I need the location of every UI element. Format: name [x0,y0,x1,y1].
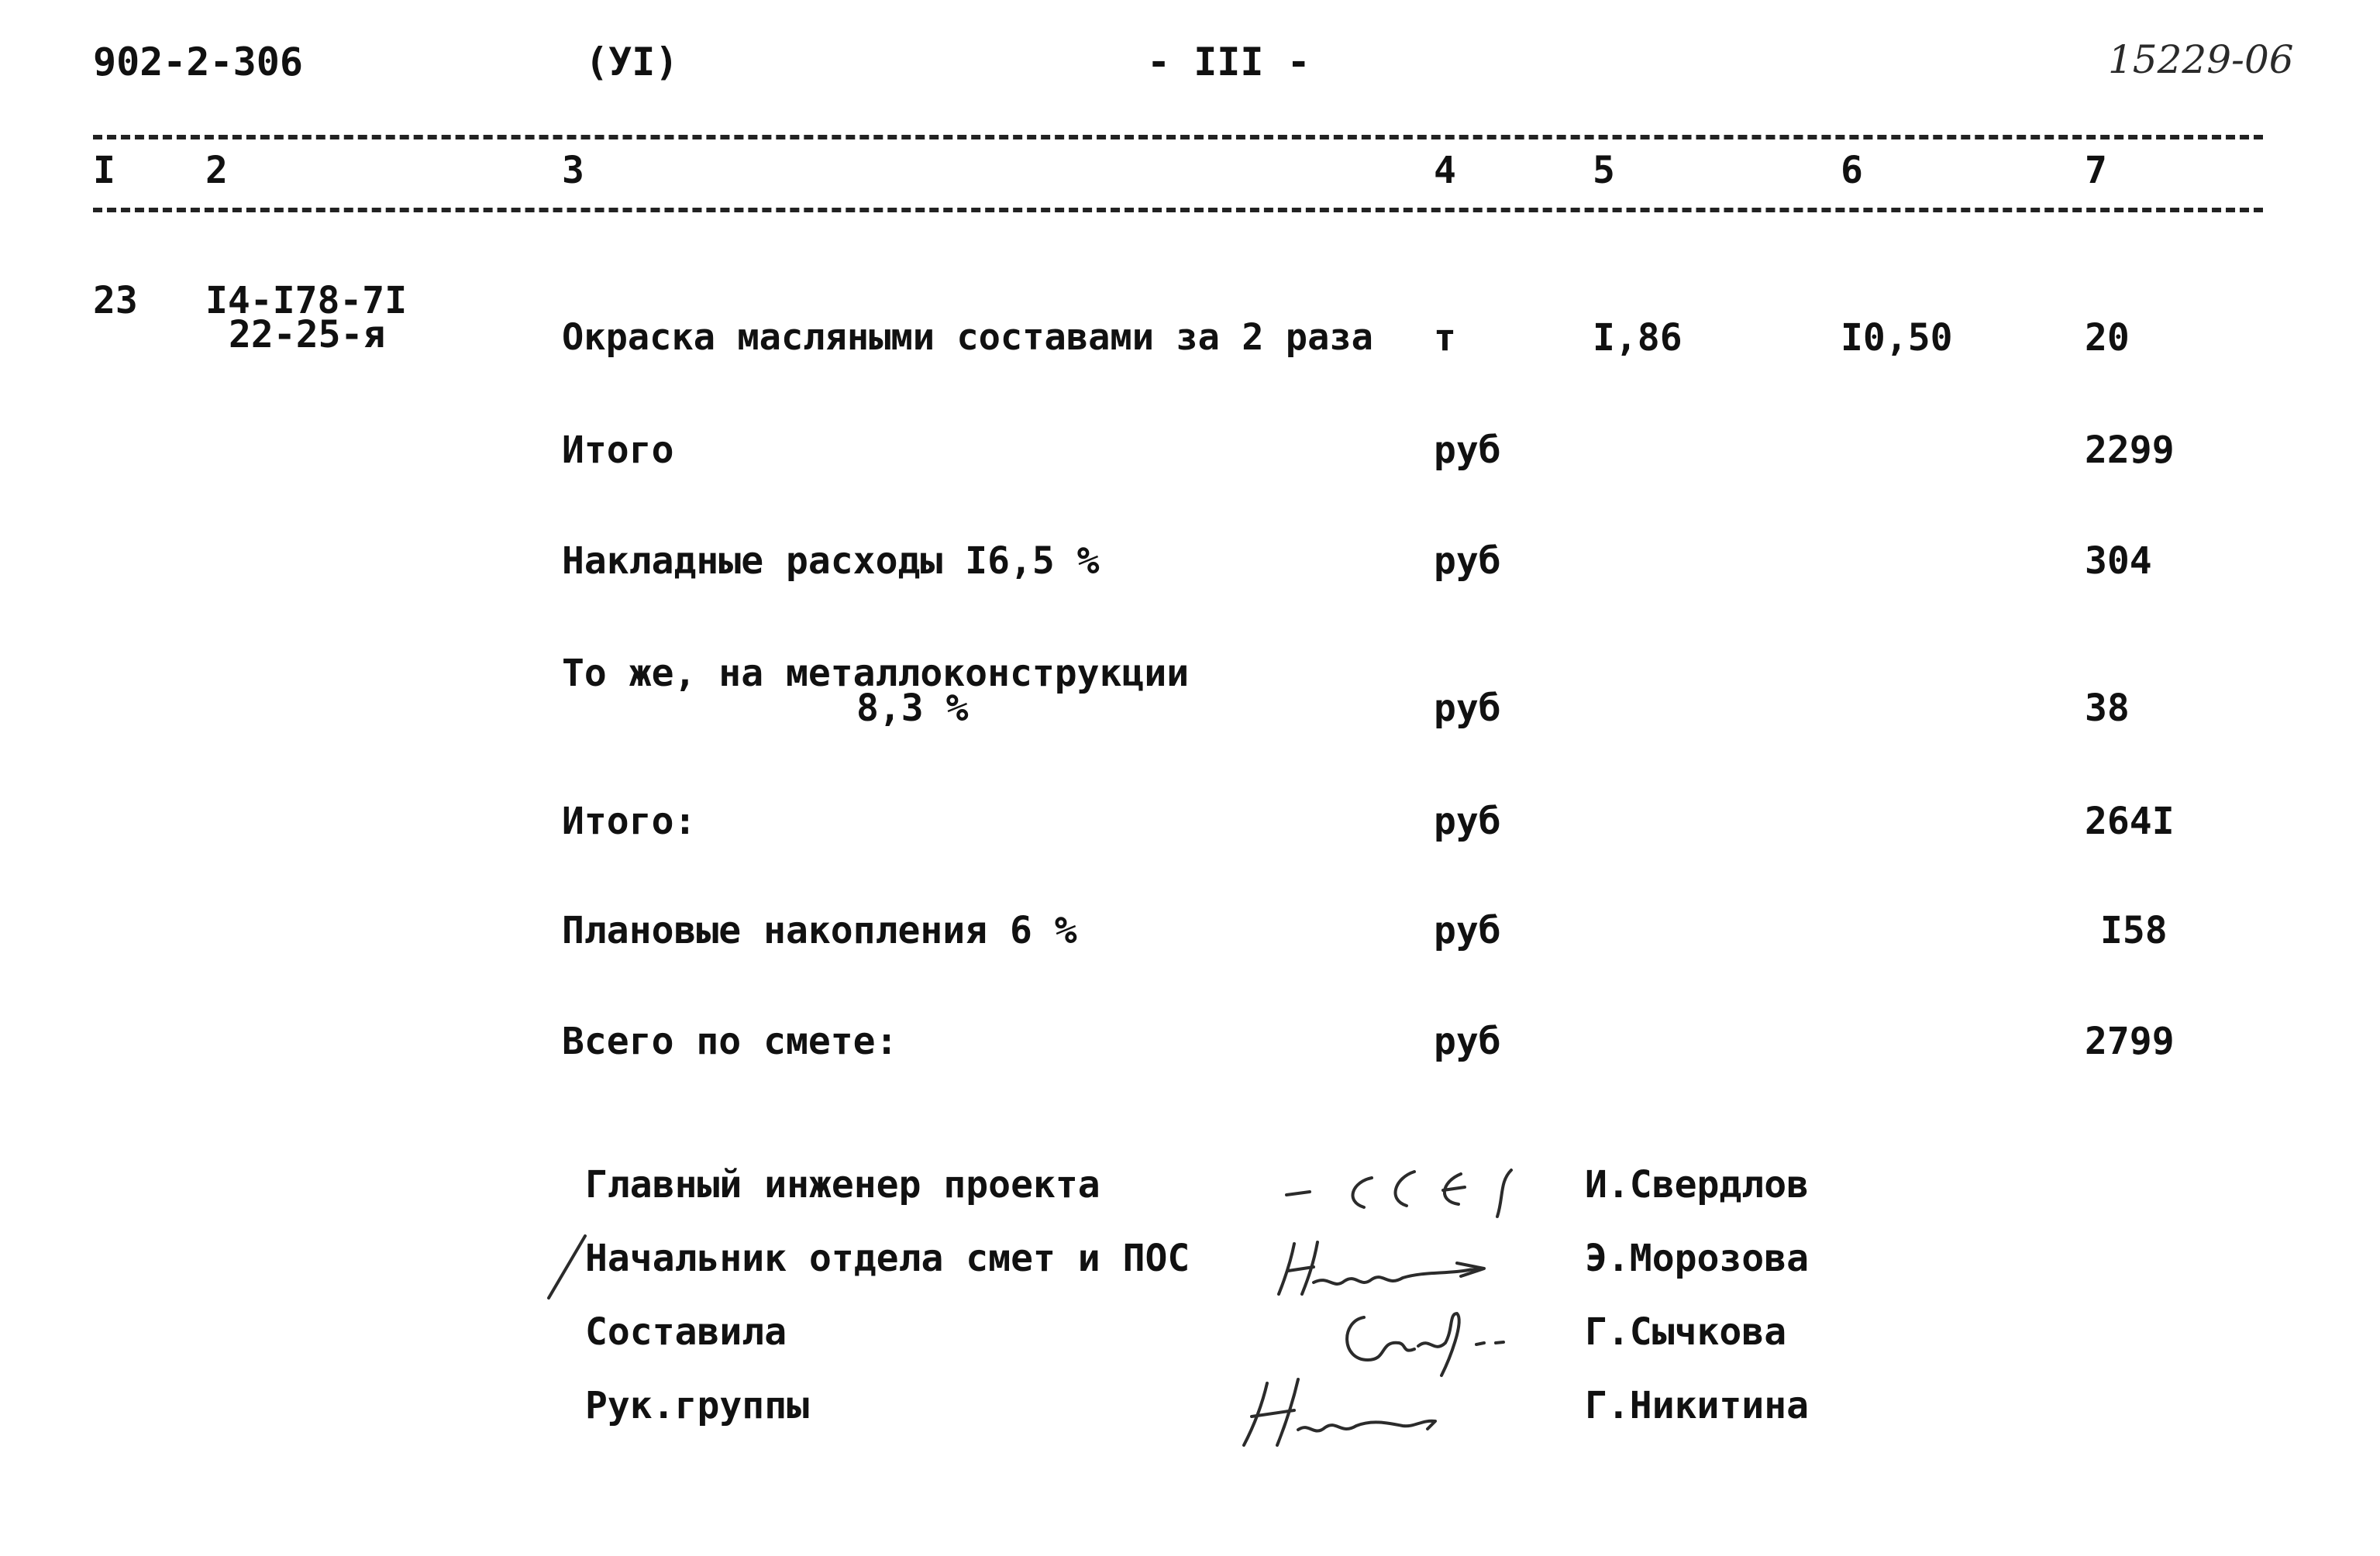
row-code-subline: 22-25-я [229,313,386,356]
column-header-1: I [93,149,115,192]
row-total: 2299 [2085,429,2175,472]
row-total: 264I [2085,800,2175,843]
row-total: I58 [2100,909,2168,952]
column-header-7: 7 [2085,149,2107,192]
row-unit: руб [1434,1020,1501,1063]
header-rule-bottom [93,208,2263,212]
row-unit: руб [1434,429,1501,472]
column-header-5: 5 [1593,149,1615,192]
row-name: Итого: [562,800,697,843]
slash-mark [542,1232,589,1302]
row-unit: руб [1434,909,1501,952]
document-code: 902-2-306 [93,40,303,84]
handwritten-signature [1279,1147,1542,1224]
row-name: То же, на металлоконструкции [562,652,1190,695]
column-header-2: 2 [205,149,228,192]
row-name: Всего по смете: [562,1020,898,1063]
row-name: Плановые накопления 6 % [562,909,1077,952]
signatory-role: Рук.группы [585,1384,809,1427]
signatory-name: Г.Никитина [1585,1384,1809,1427]
handwritten-signature [1232,1372,1465,1457]
page-number: - III - [1147,40,1311,84]
handwritten-signature [1271,1228,1519,1306]
row-unit: руб [1434,800,1501,843]
signatory-role: Главный инженер проекта [585,1163,1100,1207]
column-header-4: 4 [1434,149,1456,192]
row-name: Накладные расходы I6,5 % [562,539,1100,583]
row-total: 20 [2085,316,2130,360]
row-unit: руб [1434,539,1501,583]
signatory-name: Г.Сычкова [1585,1310,1787,1354]
handwritten-signature [1333,1298,1519,1383]
header-rule-top [93,135,2263,139]
row-quantity: I,86 [1593,316,1683,360]
signatory-role: Начальник отдела смет и ПОС [585,1237,1190,1280]
row-name-subline: 8,3 % [856,687,969,730]
signatory-role: Составила [585,1310,787,1354]
column-header-6: 6 [1841,149,1863,192]
row-code: I4-I78-7I [205,279,408,322]
row-number: 23 [93,279,138,322]
section-number: (УI) [585,40,679,84]
row-name: Итого [562,429,674,472]
row-unit: т [1434,316,1456,360]
row-total: 304 [2085,539,2152,583]
column-header-3: 3 [562,149,584,192]
row-total: 38 [2085,687,2130,730]
row-total: 2799 [2085,1020,2175,1063]
signatory-name: И.Свердлов [1585,1163,1809,1207]
signatory-name: Э.Морозова [1585,1237,1809,1280]
sheet-number: 15229-06 [2108,37,2294,82]
row-unit: руб [1434,687,1501,730]
row-unit-price: I0,50 [1841,316,1953,360]
row-name: Окраска масляными составами за 2 раза [562,316,1373,359]
